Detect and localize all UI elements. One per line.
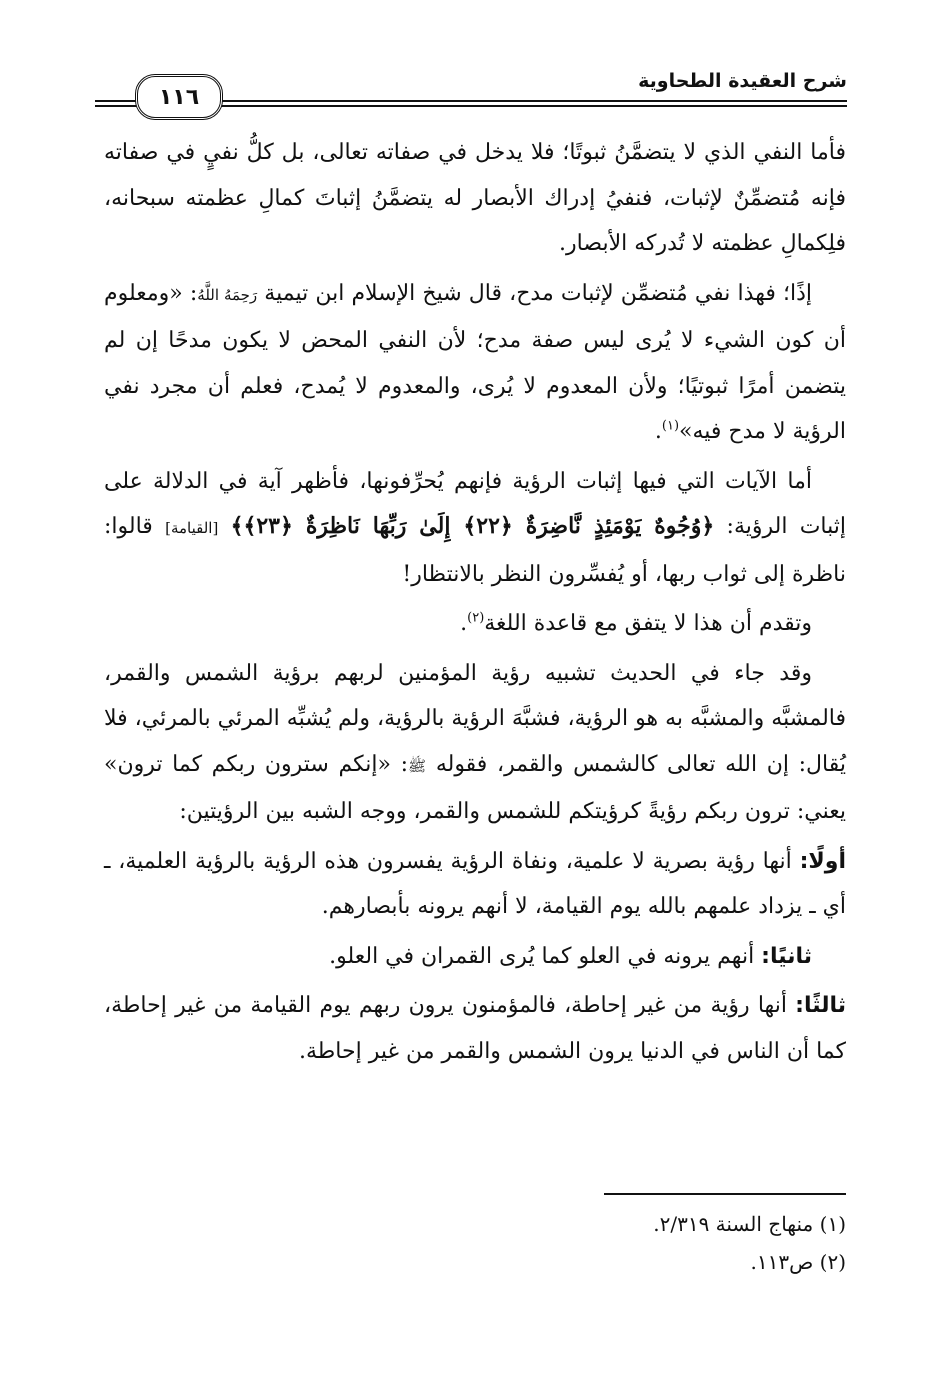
paragraph-5: وقد جاء في الحديث تشبيه رؤية المؤمنين لربهم برؤية الشمس والقمر، فالمشبَّه والمشبَّه به هو الرؤية، فشبَّهَ الرؤية بالرؤية، ولم يُشبِّه المرئي بالمرئي، فلا يُقال: إن الله تعالى كالشمس والقمر، فقوله ﷺ: «إنكم سترون ربكم كما ترون» يعني: ترون ربكم رؤيةً كرؤيتكم للشمس والقمر، ووجه الشبه بين الرؤيتين:: [104, 660, 846, 824]
main-text: [104, 130, 846, 1078]
footnote-separator: [604, 1193, 846, 1195]
paragraph-2: إذًا؛ فهذا نفي مُتضمِّن لإثبات مدح، قال شيخ الإسلام ابن تيمية رَحِمَهُ اللَّهُ: «ومعلوم أن كون الشيء لا يُرى ليس صفة مدح؛ لأن النفي المحض لا يكون مدحًا إن لم يتضمن أمرًا ثبوتيًا؛ ولأن المعدوم لا يُرى، والمعدوم لا يُمدح، فعلم أن مجرد نفي الرؤية لا مدح فيه»$^{(١)}$.: [104, 280, 846, 444]
footnote-ref-1: (١): [661, 418, 680, 434]
paragraph-4: وتقدم أن هذا لا يتفق مع قاعدة اللغة$^{(٢)}$.: [460, 610, 812, 636]
footnote-1: (١) منهاج السنة ٢/٣١٩.: [653, 1212, 846, 1236]
quran-verse: ﴿وُجُوهٌ يَوْمَئِذٍ نَّاضِرَةٌ ﴿٢٢﴾ إِلَىٰ رَبِّهَا نَاظِرَةٌ ﴿٢٣﴾﴾: [230, 513, 715, 539]
point-second: ثانيًا: أنهم يرونه في العلو كما يُرى القمران في العلو.: [329, 943, 812, 969]
point-label-third: ثالثًا:: [795, 993, 846, 1018]
salutation-glyph: ﷺ: [408, 756, 427, 775]
surah-name: [القيامة]: [165, 519, 219, 537]
footnote-ref-2: (٢): [467, 610, 485, 626]
point-first: أولًا: أنها رؤية بصرية لا علمية، ونفاة الرؤية يفسرون هذه الرؤية بالرؤية العلمية، ـ أي ـ يزداد علمهم بالله يوم القيامة، لا أنهم يرونه بأبصارهم.: [104, 848, 846, 919]
point-label-first: أولًا:: [799, 848, 846, 874]
point-third: ثالثًا: أنها رؤية من غير إحاطة، فالمؤمنون يرون ربهم يوم القيامة من غير إحاطة، كما أن الناس في الدنيا يرون الشمس والقمر من غير إحاطة.: [104, 993, 846, 1064]
footnotes: [346, 1205, 846, 1281]
footnote-2: (٢) ص١١٣.: [750, 1250, 846, 1274]
page-header: [95, 62, 847, 114]
point-label-second: ثانيًا:: [761, 943, 812, 969]
paragraph-3: أما الآيات التي فيها إثبات الرؤية فإنهم يُحرِّفونها، فأظهر آية في الدلالة على إثبات الرؤية: ﴿وُجُوهٌ يَوْمَئِذٍ نَّاضِرَةٌ ﴿٢٢﴾ إِلَىٰ رَبِّهَا نَاظِرَةٌ ﴿٢٣﴾﴾ [القيامة] قالوا: ناظرة إلى ثواب ربها، أو يُفسِّرون النظر بالانتظار!: [104, 468, 847, 587]
book-title: شرح العقيدة الطحاوية: [638, 70, 847, 92]
page-number: ١١٦: [135, 74, 223, 120]
honorific-glyph: رَحِمَهُ اللَّهُ: [197, 285, 258, 304]
paragraph-1: فأما النفي الذي لا يتضمَّنُ ثبوتًا؛ فلا يدخل في صفاته تعالى، بل كلُّ نفيٍ في صفاته فإنه مُتضمِّنٌ لإثبات، فنفيُ إدراك الأبصار له يتضمَّنُ إثباتَ كمالِ عظمته سبحانه، فلِكمالِ عظمته لا تُدركه الأبصار.: [104, 140, 846, 256]
